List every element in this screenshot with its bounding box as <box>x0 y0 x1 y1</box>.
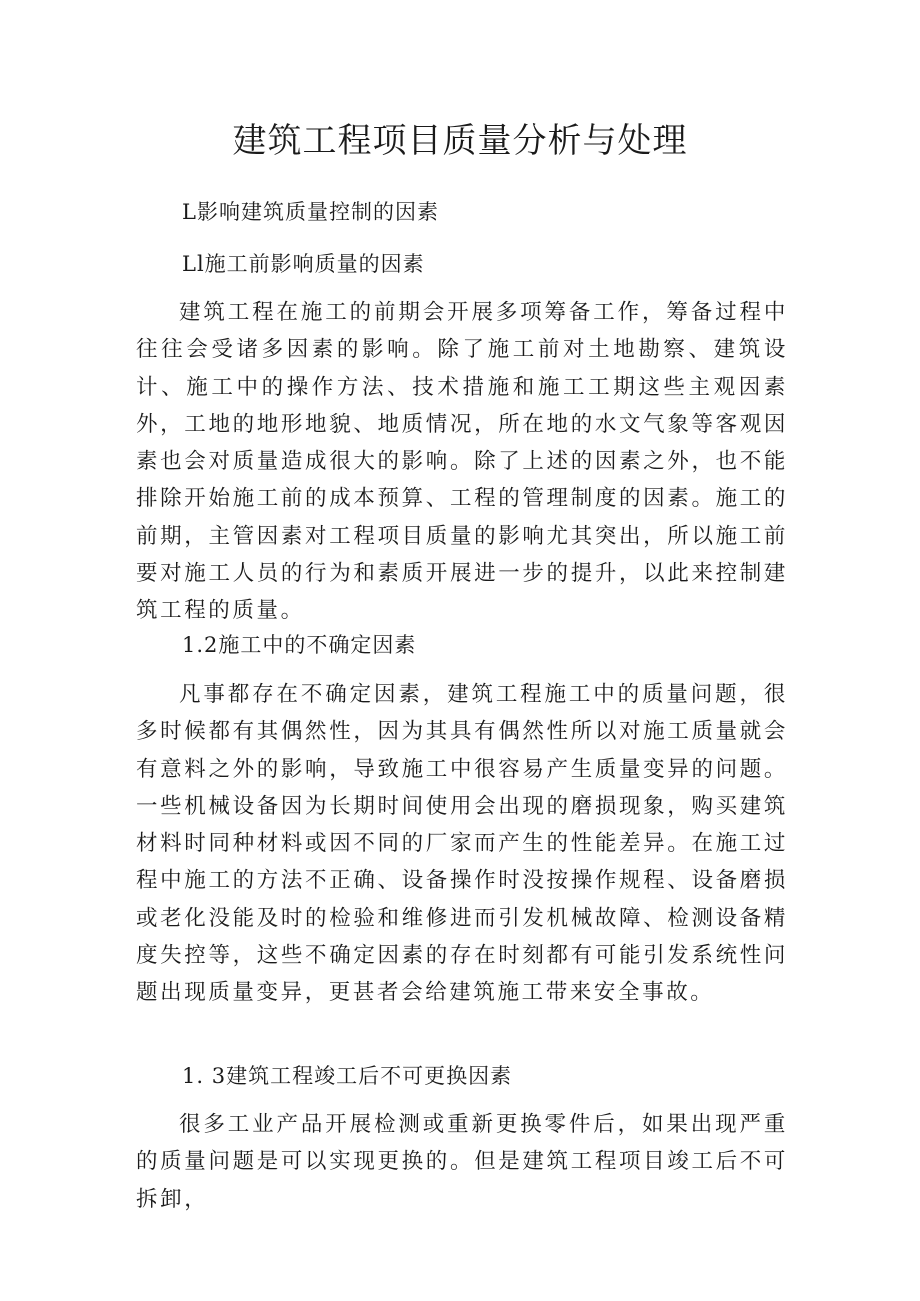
section-heading-1-2: 1.2施工中的不确定因素 <box>182 633 417 657</box>
paragraph-1-2: 凡事都存在不确定因素，建筑工程施工中的质量问题，很多时候都有其偶然性，因为其具有偶然性所以对施工质量就会有意料之外的影响，导致施工中很容易产生质量变异的问题。一些机械设备因为长期时间使用会出现的磨损现象，购买建筑材料时同种材料或因不同的厂家而产生的性能差异。在施工过程中施工的方法不正确、设备操作时没按操作规程、设备磨损或老化没能及时的检验和维修进而引发机械故障、检测设备精度失控等，这些不确定因素的存在时刻都有可能引发系统性问题出现质量变异，更甚者会给建筑施工带来安全事故。 <box>136 682 788 1006</box>
paragraph-1-1: 建筑工程在施工的前期会开展多项筹备工作，筹备过程中往往会受诸多因素的影响。除了施工前对土地勘察、建筑设计、施工中的操作方法、技术措施和施工工期这些主观因素外，工地的地形地貌、地质情况，所在地的水文气象等客观因素也会对质量造成很大的影响。除了上述的因素之外，也不能排除开始施工前的成本预算、工程的管理制度的因素。施工的前期，主管因素对工程项目质量的影响尤其突出，所以施工前要对施工人员的行为和素质开展进一步的提升，以此来控制建筑工程的质量。 <box>136 300 788 624</box>
section-heading-1: L影响建筑质量控制的因素 <box>182 200 439 224</box>
paragraph-1-3: 很多工业产品开展检测或重新更换零件后，如果出现严重的质量问题是可以实现更换的。但是建筑工程项目竣工后不可拆卸， <box>136 1112 788 1212</box>
section-heading-1-3: 1. 3建筑工程竣工后不可更换因素 <box>182 1064 513 1088</box>
section-heading-1-1: Ll施工前影响质量的因素 <box>182 252 425 276</box>
document-title: 建筑工程项目质量分析与处理 <box>232 121 688 161</box>
